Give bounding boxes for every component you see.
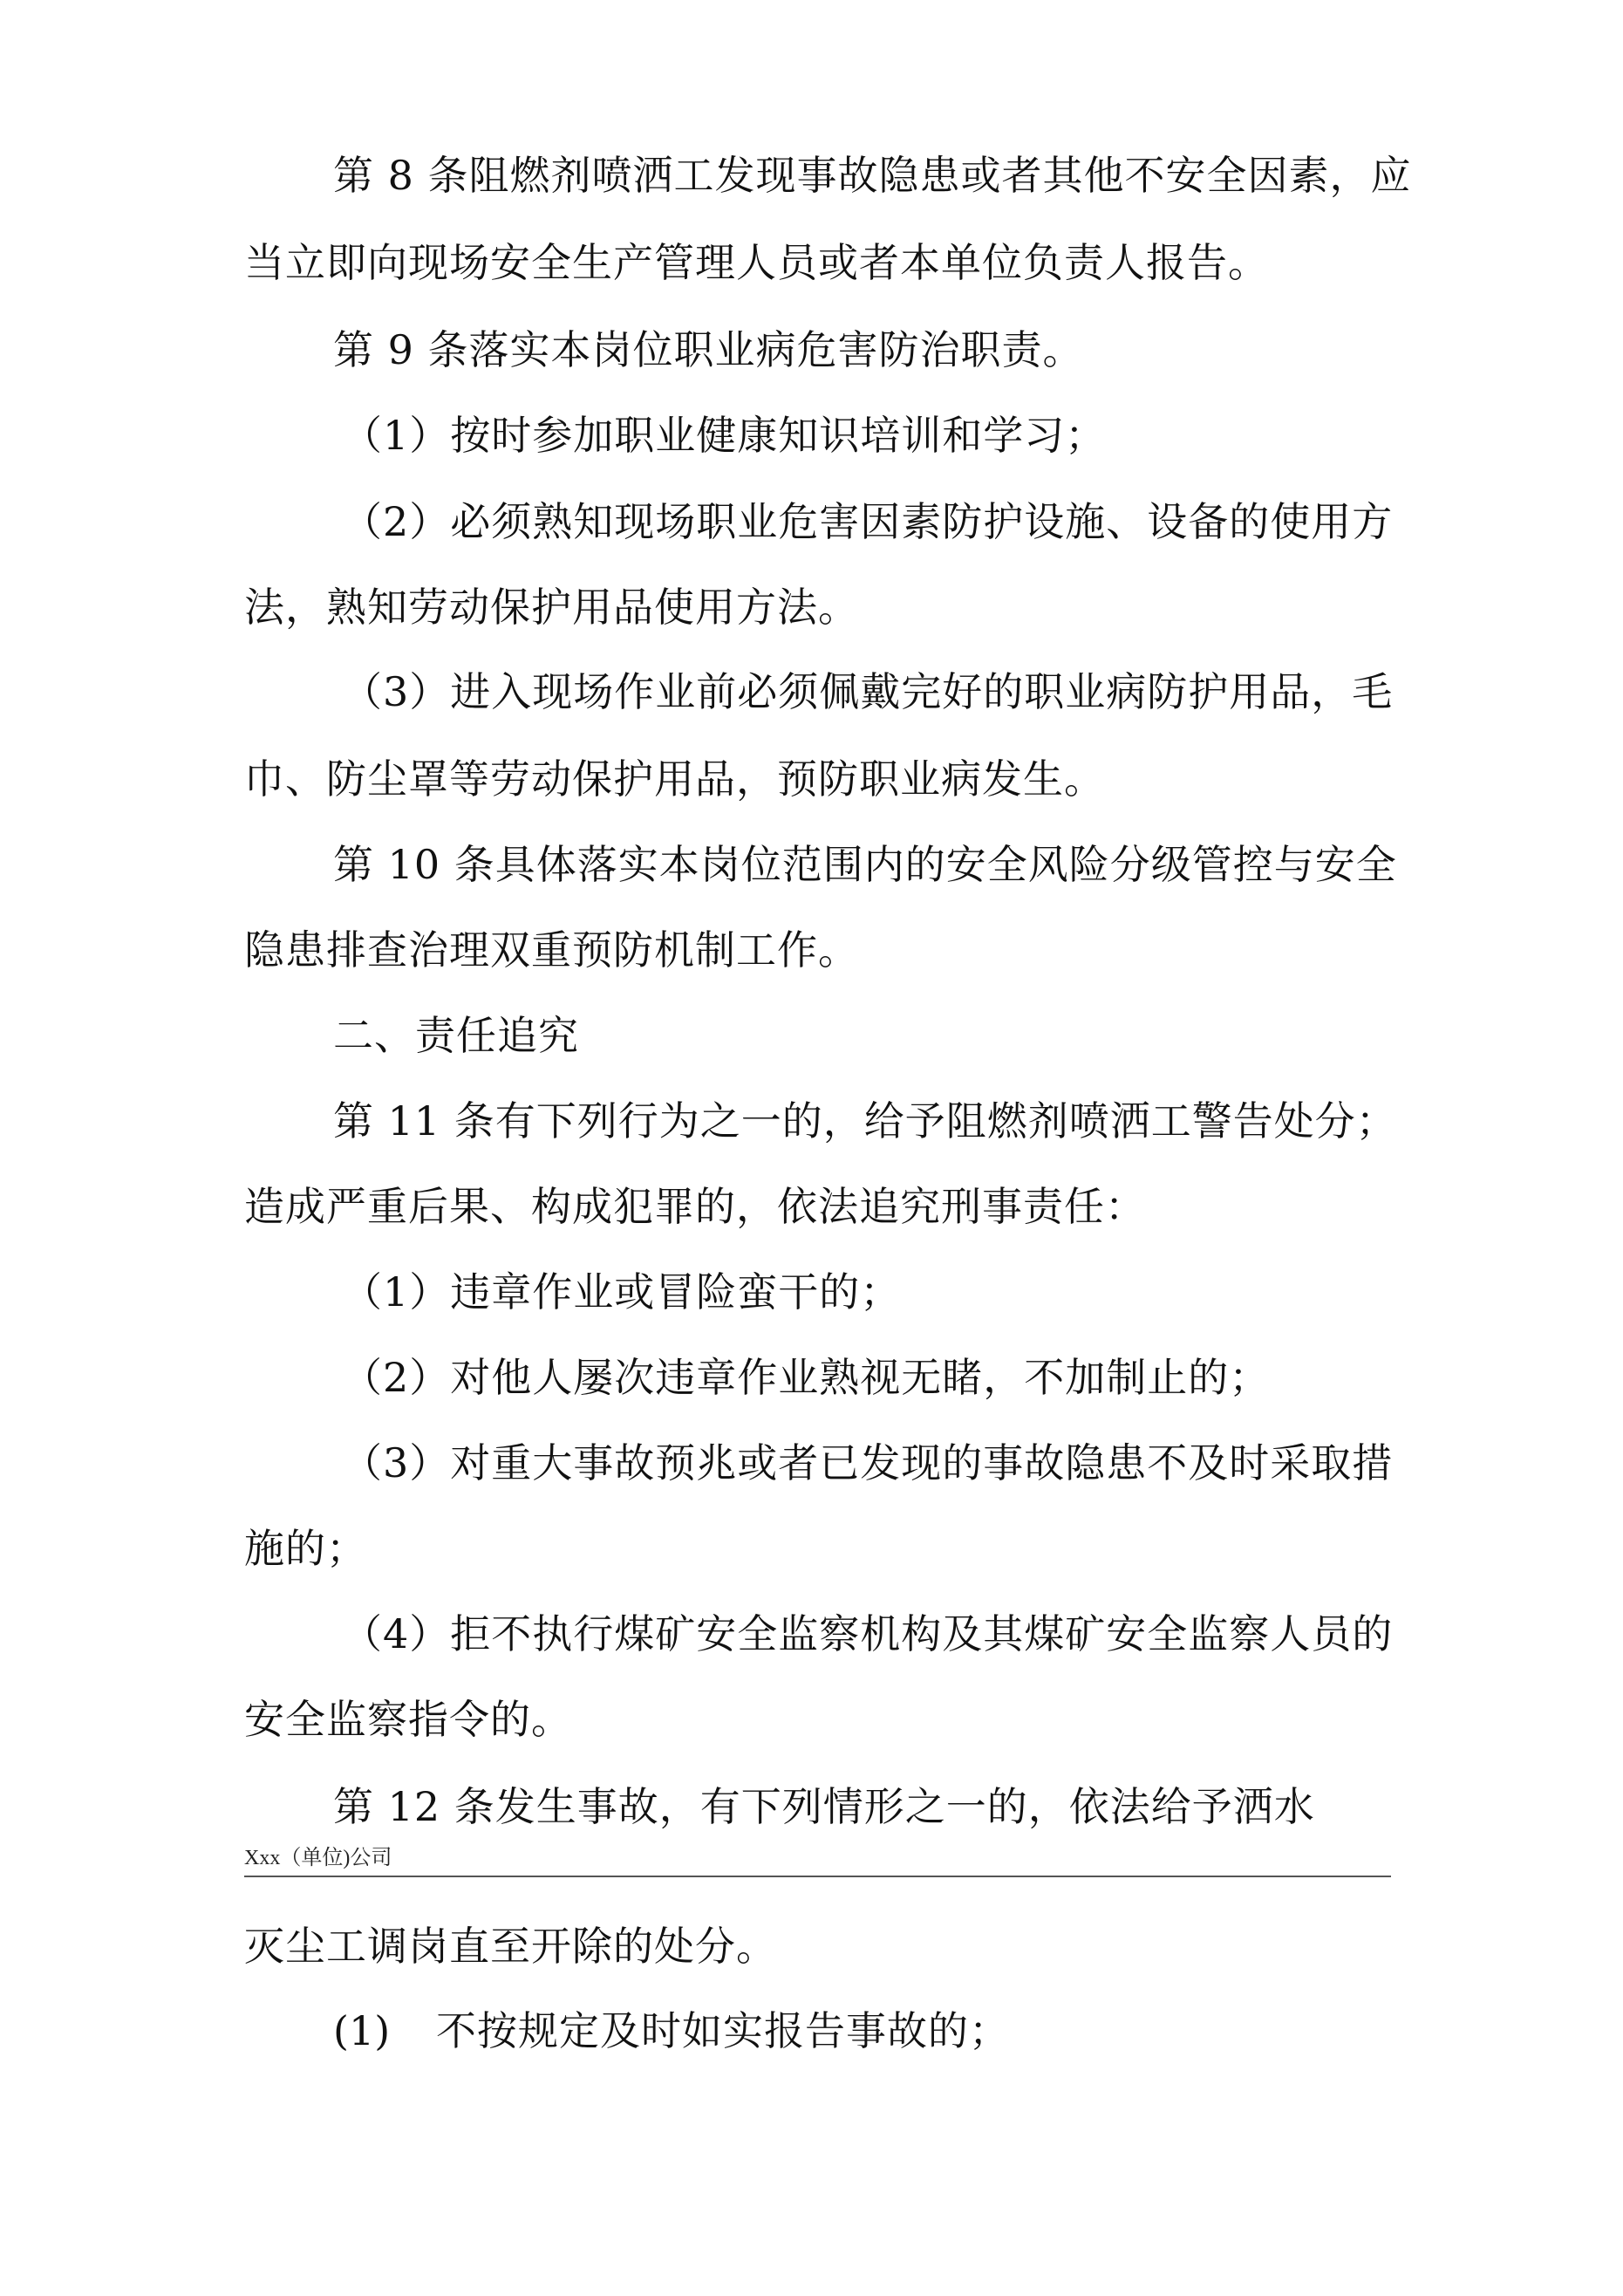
paragraph-line: 造成严重后果、构成犯罪的，依法追究刑事责任： — [244, 1183, 1146, 1230]
paragraph-line: 第 9 条落实本岗位职业病危害防治职责。 — [333, 326, 1084, 373]
paragraph-line: 第 10 条具体落实本岗位范围内的安全风险分级管控与安全 — [333, 841, 1397, 888]
paragraph-line: 安全监察指令的。 — [244, 1696, 572, 1743]
paragraph-line: 巾、防尘罩等劳动保护用品，预防职业病发生。 — [244, 755, 1105, 803]
paragraph-line: 当立即向现场安全生产管理人员或者本单位负责人报告。 — [244, 239, 1269, 286]
paragraph-line: 第 12 条发生事故，有下列情形之一的，依法给予洒水 — [333, 1783, 1315, 1830]
list-item: （4）拒不执行煤矿安全监察机构及其煤矿安全监察人员的 — [342, 1610, 1394, 1657]
list-item-number: (1) — [333, 2007, 391, 2054]
list-item: （1）违章作业或冒险蛮干的； — [342, 1268, 902, 1315]
list-item: （1）按时参加职业健康知识培训和学习； — [342, 412, 1107, 459]
section-heading: 二、责任追究 — [333, 1012, 579, 1059]
paragraph-line: 隐患排查治理双重预防机制工作。 — [244, 926, 859, 974]
list-item-text: 不按规定及时如实报告事故的； — [436, 2007, 1010, 2054]
paragraph-line: 施的； — [244, 1525, 367, 1572]
footer-divider — [244, 1876, 1391, 1877]
paragraph-line: 法，熟知劳动保护用品使用方法。 — [244, 584, 859, 631]
page-footer: Xxx（单位)公司 — [244, 1847, 392, 1869]
paragraph-line: 第 11 条有下列行为之一的，给予阻燃剂喷洒工警告处分； — [333, 1097, 1397, 1145]
paragraph-line: 第 8 条阻燃剂喷洒工发现事故隐患或者其他不安全因素，应 — [333, 152, 1412, 199]
list-item: （3）对重大事故预兆或者已发现的事故隐患不及时采取措 — [342, 1439, 1394, 1486]
list-item: （3）进入现场作业前必须佩戴完好的职业病防护用品，毛 — [342, 668, 1394, 715]
paragraph-line: 灭尘工调岗直至开除的处分。 — [244, 1923, 777, 1970]
list-item: （2）必须熟知现场职业危害因素防护设施、设备的使用方 — [342, 498, 1394, 545]
list-item: （2）对他人屡次违章作业熟视无睹，不加制止的； — [342, 1354, 1271, 1401]
